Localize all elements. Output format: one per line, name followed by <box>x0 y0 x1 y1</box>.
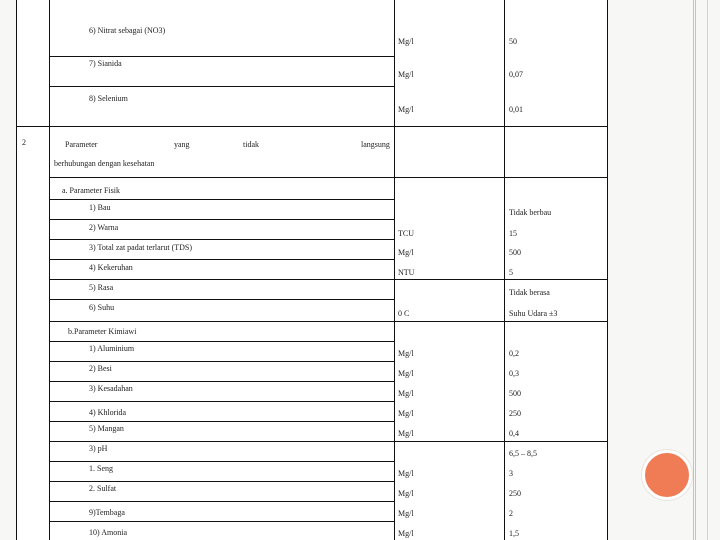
param-label: 4) Kekeruhan <box>89 263 133 272</box>
table-col-divider <box>49 0 50 540</box>
row-divider <box>49 321 607 322</box>
row-divider <box>49 299 394 300</box>
param-unit: Mg/l <box>398 389 414 398</box>
table-col-divider <box>394 0 395 540</box>
subsection-header: b.Parameter Kimiawi <box>68 327 137 336</box>
param-value: 0,3 <box>509 369 519 378</box>
row-divider <box>49 199 394 200</box>
param-label: 7) Sianida <box>89 59 122 68</box>
param-unit: Mg/l <box>398 70 414 79</box>
row-divider <box>49 521 394 522</box>
param-unit: Mg/l <box>398 529 414 538</box>
slide-border-line-inner <box>707 0 708 540</box>
param-value: 6,5 – 8,5 <box>509 449 537 458</box>
param-label: 5) Rasa <box>89 283 114 292</box>
slide-border-line <box>693 0 696 540</box>
param-value: Suhu Udara ±3 <box>509 309 558 318</box>
param-unit: Mg/l <box>398 105 414 114</box>
param-value: Tidak berasa <box>509 288 550 297</box>
param-value: 250 <box>509 489 521 498</box>
row-divider <box>49 381 394 382</box>
param-label: 2) Warna <box>89 223 119 232</box>
param-unit: Mg/l <box>398 37 414 46</box>
param-label: 8) Selenium <box>89 94 128 103</box>
param-unit: Mg/l <box>398 489 414 498</box>
row-divider <box>49 239 394 240</box>
param-value: 2 <box>509 509 513 518</box>
param-value: 500 <box>509 389 521 398</box>
param-value: 0,4 <box>509 429 519 438</box>
row-divider <box>49 259 394 260</box>
row-divider <box>49 421 394 422</box>
param-unit: 0 C <box>398 309 410 318</box>
section-title-word: tidak <box>243 140 259 149</box>
row-divider <box>49 341 394 342</box>
param-value: 3 <box>509 469 513 478</box>
param-value: 0,01 <box>509 105 523 114</box>
param-unit: Mg/l <box>398 248 414 257</box>
section-title-word: yang <box>174 140 190 149</box>
param-label: 4) Khlorida <box>89 408 127 417</box>
row-divider <box>49 501 394 502</box>
param-label: 5) Mangan <box>89 424 124 433</box>
row-divider <box>49 441 607 442</box>
section-title-line2: berhubungan dengan kesehatan <box>54 159 155 168</box>
decorative-circle <box>642 450 692 500</box>
table-border-right <box>607 0 608 540</box>
param-value: 0,07 <box>509 70 523 79</box>
row-divider <box>49 461 394 462</box>
row-divider <box>49 481 394 482</box>
param-unit: TCU <box>398 229 414 238</box>
param-value: 15 <box>509 229 517 238</box>
param-unit: Mg/l <box>398 349 414 358</box>
section-title-word: langsung <box>361 140 390 149</box>
document-table <box>16 0 608 540</box>
param-label: 3) Total zat padat terlarut (TDS) <box>89 243 193 252</box>
param-label: 10) Amonia <box>89 528 127 537</box>
param-unit: Mg/l <box>398 369 414 378</box>
param-unit: Mg/l <box>398 409 414 418</box>
row-divider <box>49 177 607 178</box>
param-label: 2) Besi <box>89 364 112 373</box>
table-border-left <box>16 0 17 540</box>
param-label: 1) Bau <box>89 203 111 212</box>
subsection-header: a. Parameter Fisik <box>62 186 120 195</box>
param-label: 9)Tembaga <box>89 508 125 517</box>
param-value: 0,2 <box>509 349 519 358</box>
param-label: 3) pH <box>89 444 108 453</box>
param-label: 1) Aluminium <box>89 344 135 353</box>
param-value: 250 <box>509 409 521 418</box>
row-divider <box>49 401 394 402</box>
param-label: 1. Seng <box>89 464 113 473</box>
row-divider <box>49 279 607 280</box>
row-divider <box>49 56 394 57</box>
table-col-divider <box>504 0 505 540</box>
param-value: 1,5 <box>509 529 519 538</box>
param-unit: Mg/l <box>398 429 414 438</box>
param-value: 50 <box>509 37 517 46</box>
param-unit: Mg/l <box>398 509 414 518</box>
row-divider <box>16 126 607 127</box>
section-title-word: Parameter <box>65 140 98 149</box>
row-divider <box>49 361 394 362</box>
param-label: 6) Suhu <box>89 303 115 312</box>
row-divider <box>49 86 394 87</box>
row-divider <box>49 219 394 220</box>
param-value: 5 <box>509 268 513 277</box>
param-value: Tidak berbau <box>509 208 552 217</box>
param-label: 3) Kesadahan <box>89 384 133 393</box>
param-value: 500 <box>509 248 521 257</box>
param-label: 2. Sulfat <box>89 484 117 493</box>
param-unit: NTU <box>398 268 415 277</box>
section-number: 2 <box>22 138 26 147</box>
param-unit: Mg/l <box>398 469 414 478</box>
param-label: 6) Nitrat sebagai (NO3) <box>89 26 166 35</box>
